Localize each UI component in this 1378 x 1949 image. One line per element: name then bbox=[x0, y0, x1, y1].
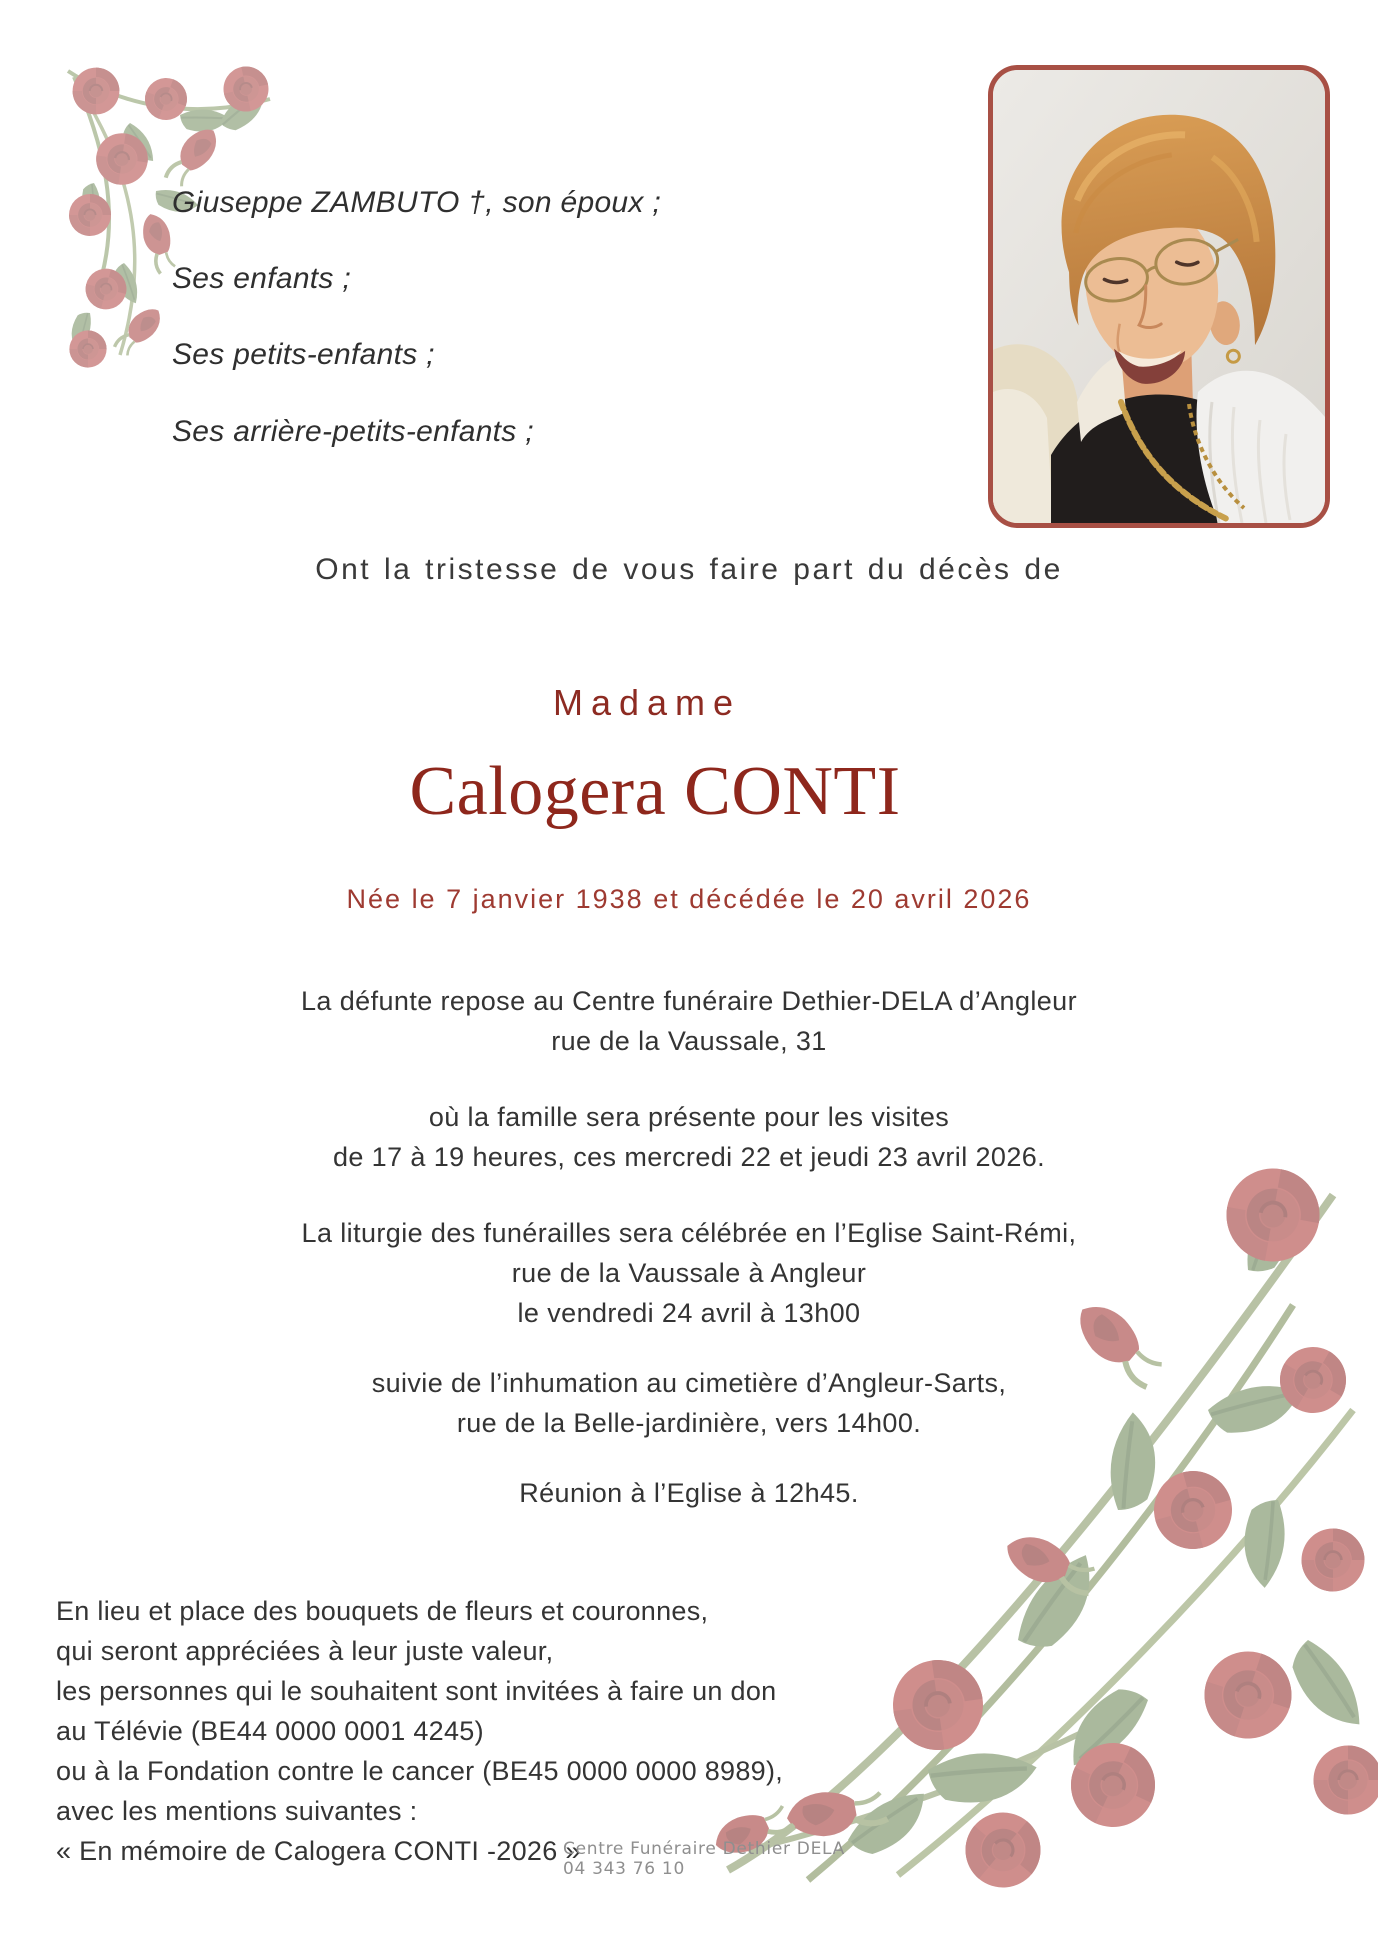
donations-line-6: avec les mentions suivantes : bbox=[56, 1796, 418, 1826]
visits-paragraph bbox=[0, 1097, 1378, 1177]
deceased-title: Madame bbox=[552, 682, 742, 723]
deceased-name: Calogera CONTI bbox=[409, 753, 901, 830]
family-line-greatgrandchildren: Ses arrière-petits-enfants ; bbox=[172, 415, 534, 448]
repose-paragraph bbox=[0, 981, 1378, 1061]
donations-line-3: les personnes qui le souhaitent sont invitées à faire un don bbox=[56, 1676, 777, 1706]
donations-line-5: ou à la Fondation contre le cancer (BE45 0000 0000 8989), bbox=[56, 1756, 784, 1786]
portrait-photo bbox=[988, 65, 1330, 528]
funeral-home-name: Centre Funéraire Dethier DELA bbox=[563, 1839, 845, 1859]
donations-line-7: « En mémoire de Calogera CONTI -2026 » bbox=[56, 1836, 581, 1866]
burial-paragraph bbox=[0, 1363, 1378, 1443]
liturgy-paragraph bbox=[0, 1213, 1378, 1333]
visits-line-1: où la famille sera présente pour les visites bbox=[428, 1102, 950, 1132]
family-line-children: Ses enfants ; bbox=[172, 262, 352, 295]
portrait-illustration bbox=[993, 70, 1325, 523]
meeting-paragraph bbox=[0, 1473, 1378, 1513]
donations-line-4: au Télévie (BE44 0000 0001 4245) bbox=[56, 1716, 484, 1746]
liturgy-line-3: le vendredi 24 avril à 13h00 bbox=[517, 1298, 861, 1328]
funeral-home-phone: 04 343 76 10 bbox=[563, 1858, 685, 1879]
birth-death-dates: Née le 7 janvier 1938 et décédée le 20 avril 2026 bbox=[346, 884, 1032, 914]
funeral-home-footer bbox=[563, 1840, 845, 1879]
announcement-intro: Ont la tristesse de vous faire part du décès de bbox=[315, 553, 1063, 586]
family-line-spouse: Giuseppe ZAMBUTO †, son époux ; bbox=[172, 186, 661, 219]
liturgy-line-1: La liturgie des funérailles sera célébrée en l’Eglise Saint-Rémi, bbox=[301, 1218, 1077, 1248]
family-line-grandchildren: Ses petits-enfants ; bbox=[172, 338, 435, 371]
donations-line-1: En lieu et place des bouquets de fleurs et couronnes, bbox=[56, 1596, 709, 1626]
donations-line-2: qui seront appréciées à leur juste valeur, bbox=[56, 1636, 554, 1666]
donations-paragraph bbox=[56, 1591, 783, 1871]
visits-line-2: de 17 à 19 heures, ces mercredi 22 et jeudi 23 avril 2026. bbox=[332, 1142, 1046, 1172]
repose-line-1: La défunte repose au Centre funéraire Dethier-DELA d’Angleur bbox=[301, 986, 1077, 1016]
liturgy-line-2: rue de la Vaussale à Angleur bbox=[511, 1258, 867, 1288]
repose-line-2: rue de la Vaussale, 31 bbox=[551, 1026, 827, 1056]
burial-line-1: suivie de l’inhumation au cimetière d’Angleur-Sarts, bbox=[371, 1368, 1007, 1398]
burial-line-2: rue de la Belle-jardinière, vers 14h00. bbox=[456, 1408, 922, 1438]
meeting-line: Réunion à l’Eglise à 12h45. bbox=[519, 1478, 859, 1508]
